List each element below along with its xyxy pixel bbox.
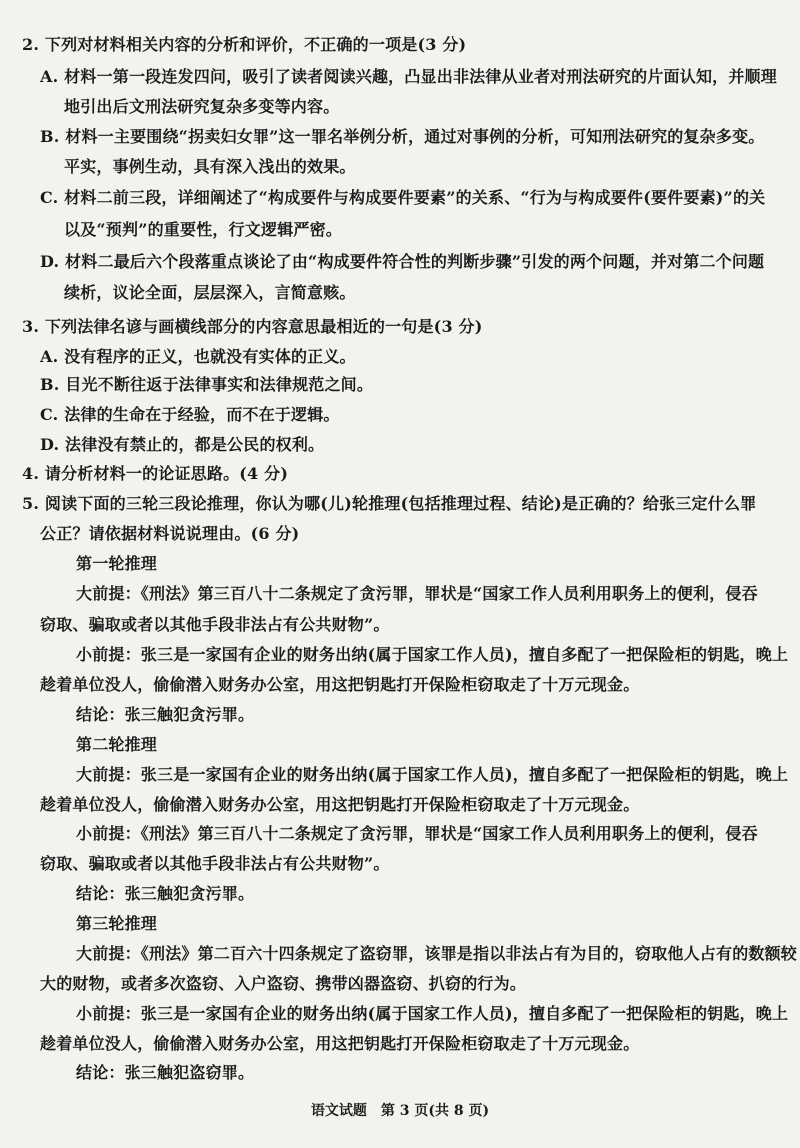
round-1-minor-premise-cont: 趁着单位没人，偷偷潜入财务办公室，用这把钥匙打开保险柜窃取走了十万元现金。 [40, 675, 640, 694]
round-1-major-premise: 大前提：《刑法》第三百八十二条规定了贪污罪，罪状是“国家工作人员利用职务上的便利，侵吞 [76, 584, 758, 603]
round-3-title: 第三轮推理 [76, 914, 158, 933]
round-1-major-premise-cont: 窃取、骗取或者以其他手段非法占有公共财物”。 [40, 615, 390, 634]
q2-option-a: A. 材料一第一段连发四问，吸引了读者阅读兴趣，凸显出非法律从业者对刑法研究的片面认知，并顺理 [40, 67, 777, 86]
question-4-stem: 4. 请分析材料一的论证思路。(4 分) [22, 464, 289, 483]
round-2-major-premise: 大前提：张三是一家国有企业的财务出纳(属于国家工作人员)，擅自多配了一把保险柜的钥匙，晚上 [76, 765, 789, 784]
round-2-minor-premise: 小前提：《刑法》第三百八十二条规定了贪污罪，罪状是“国家工作人员利用职务上的便利，侵吞 [76, 824, 758, 843]
round-3-major-premise: 大前提：《刑法》第二百六十四条规定了盗窃罪，该罪是指以非法占有为目的，窃取他人占有的数额较 [76, 944, 798, 963]
page-footer: 语文试题 第 3 页(共 8 页) [310, 1103, 490, 1119]
round-3-major-premise-cont: 大的财物，或者多次盗窃、入户盗窃、携带凶器盗窃、扒窃的行为。 [40, 974, 527, 993]
q3-option-c: C. 法律的生命在于经验，而不在于逻辑。 [40, 405, 340, 424]
q2-option-a-cont: 地引出后文刑法研究复杂多变等内容。 [64, 97, 340, 116]
question-5-stem: 5. 阅读下面的三轮三段论推理，你认为哪(儿)轮推理(包括推理过程、结论)是正确的？给张三定什么罪 [22, 494, 757, 513]
round-1-minor-premise: 小前提：张三是一家国有企业的财务出纳(属于国家工作人员)，擅自多配了一把保险柜的钥匙，晚上 [76, 645, 789, 664]
q3-option-d: D. 法律没有禁止的，都是公民的权利。 [40, 435, 325, 454]
q2-option-c: C. 材料二前三段，详细阐述了“构成要件与构成要件要素”的关系、“行为与构成要件(要件要素)”的关 [40, 188, 766, 207]
q3-option-a: A. 没有程序的正义，也就没有实体的正义。 [40, 347, 356, 366]
round-3-minor-premise: 小前提：张三是一家国有企业的财务出纳(属于国家工作人员)，擅自多配了一把保险柜的钥匙，晚上 [76, 1004, 789, 1023]
q2-option-c-cont: 以及“预判”的重要性，行文逻辑严密。 [64, 220, 343, 239]
q2-option-b-cont: 平实，事例生动，具有深入浅出的效果。 [64, 157, 356, 176]
round-1-title: 第一轮推理 [76, 554, 158, 573]
round-3-conclusion: 结论：张三触犯盗窃罪。 [76, 1063, 255, 1082]
round-1-conclusion: 结论：张三触犯贪污罪。 [76, 705, 255, 724]
question-2-stem: 2. 下列对材料相关内容的分析和评价，不正确的一项是(3 分) [22, 35, 467, 54]
round-2-major-premise-cont: 趁着单位没人，偷偷潜入财务办公室，用这把钥匙打开保险柜窃取走了十万元现金。 [40, 795, 640, 814]
round-2-minor-premise-cont: 窃取、骗取或者以其他手段非法占有公共财物”。 [40, 854, 390, 873]
question-5-stem-cont: 公正？请依据材料说说理由。(6 分) [40, 524, 300, 543]
question-3-stem: 3. 下列法律名谚与画横线部分的内容意思最相近的一句是(3 分) [22, 317, 483, 336]
q2-option-d: D. 材料二最后六个段落重点谈论了由“构成要件符合性的判断步骤”引发的两个问题，并对第二个问题 [40, 252, 765, 271]
round-3-minor-premise-cont: 趁着单位没人，偷偷潜入财务办公室，用这把钥匙打开保险柜窃取走了十万元现金。 [40, 1034, 640, 1053]
q2-option-d-cont: 续析，议论全面，层层深入，言简意赅。 [64, 283, 356, 302]
round-2-conclusion: 结论：张三触犯贪污罪。 [76, 884, 255, 903]
round-2-title: 第二轮推理 [76, 735, 158, 754]
q3-option-b: B. 目光不断往返于法律事实和法律规范之间。 [40, 375, 374, 394]
q2-option-b: B. 材料一主要围绕“拐卖妇女罪”这一罪名举例分析，通过对事例的分析，可知刑法研究的复杂多变。 [40, 127, 765, 146]
